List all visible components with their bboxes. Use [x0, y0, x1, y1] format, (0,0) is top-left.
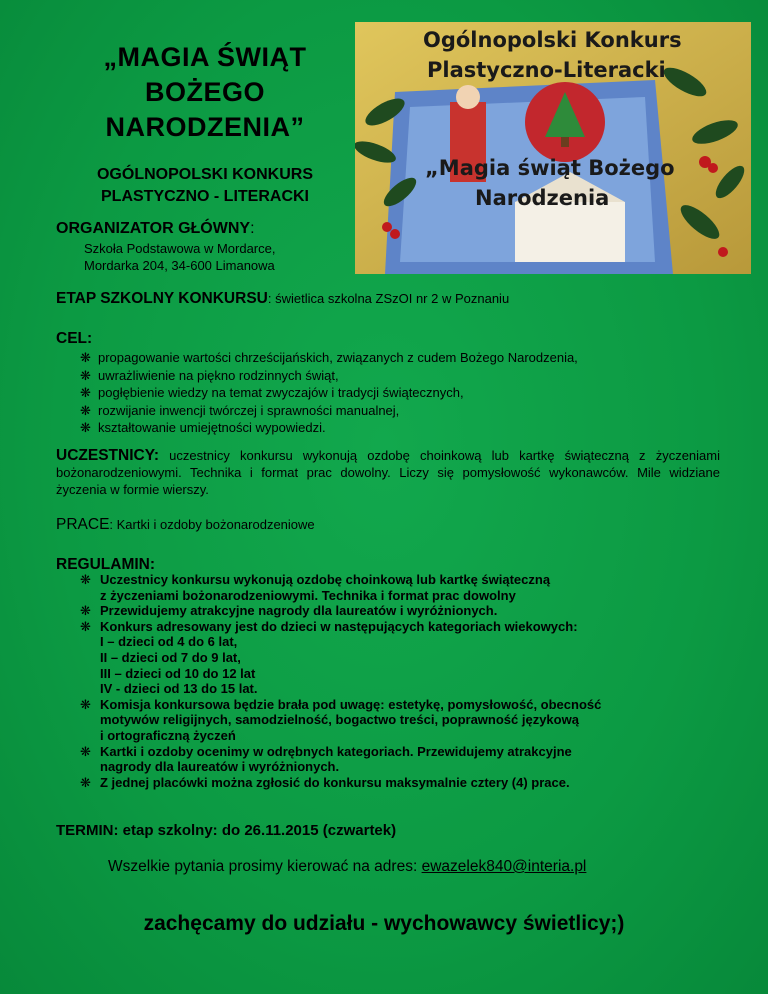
works-section — [56, 516, 315, 534]
bullet-icon: ❋ — [80, 402, 91, 418]
title-line: NARODZENIA” — [105, 112, 305, 142]
bullet-icon: ❋ — [80, 603, 91, 619]
bullet-icon: ❋ — [80, 385, 91, 401]
rule-line: Przewidujemy atrakcyjne nagrody dla laureatów i wyróżnionych. — [100, 603, 498, 619]
list-item — [80, 619, 601, 697]
list-item — [80, 775, 601, 791]
contest-subtitle — [55, 164, 355, 208]
participants-label: UCZESTNICY: — [56, 447, 160, 464]
list-item — [80, 419, 578, 437]
goals-heading: CEL: — [56, 330, 93, 347]
list-item — [80, 402, 578, 420]
deadline: TERMIN: etap szkolny: do 26.11.2015 (czwartek) — [56, 822, 397, 839]
contact-line — [108, 858, 586, 876]
participants-text: uczestnicy konkursu wykonują ozdobę choinkową lub kartkę świąteczną z życzeniami bożonarodzeniowymi. Technika i format prac dowolny. Liczy się pomysłowość wykonawców. Mile widziane życzenia w formie wierszy. — [56, 448, 720, 497]
list-item-text: uwrażliwienie na piękno rodzinnych świąt, — [98, 367, 339, 383]
participants-section — [56, 447, 720, 498]
subtitle-line: OGÓLNOPOLSKI KONKURS — [96, 166, 313, 183]
bullet-icon: ❋ — [80, 743, 91, 759]
list-item-text: pogłębienie wiedzy na temat zwyczajów i tradycji świątecznych, — [98, 385, 464, 401]
organizer-address — [84, 240, 275, 274]
works-label: PRACE — [56, 516, 110, 533]
rule-line: nagrody dla laureatów i wyróżnionych. — [100, 759, 340, 775]
title-line: BOŻEGO — [144, 77, 265, 107]
works-text: : Kartki i ozdoby bożonarodzeniowe — [109, 517, 315, 532]
poster-text-line: Ogólnopolski Konkurs — [423, 28, 682, 52]
bullet-icon: ❋ — [80, 367, 91, 383]
rule-line: Kartki i ozdoby ocenimy w odrębnych kategoriach. Przewidujemy atrakcyjne — [100, 743, 572, 759]
rule-line: Uczestnicy konkursu wykonują ozdobę choinkową lub kartkę świąteczną — [100, 572, 551, 587]
address-line: Szkoła Podstawowa w Mordarce, — [84, 241, 276, 256]
list-item — [80, 744, 601, 775]
list-item — [80, 367, 578, 385]
list-item — [80, 572, 601, 603]
rule-line: Komisja konkursowa będzie brała pod uwagę: estetykę, pomysłowość, obecność — [100, 696, 602, 712]
contact-email-link[interactable]: ewazelek840@interia.pl — [421, 858, 587, 875]
bullet-icon: ❋ — [80, 696, 91, 712]
bullet-icon: ❋ — [80, 572, 91, 587]
rule-line: I – dzieci od 4 do 6 lat, — [100, 634, 238, 650]
organizer-heading — [56, 220, 255, 238]
contact-text: Wszelkie pytania prosimy kierować na adres: — [108, 858, 422, 875]
list-item — [80, 603, 601, 619]
stage-text: : świetlica szkolna ZSzOI nr 2 w Poznaniu — [267, 291, 510, 306]
subtitle-line: PLASTYCZNO - LITERACKI — [101, 188, 309, 205]
poster-text-line: „Magia świąt Bożego — [425, 156, 675, 180]
rules-list — [80, 572, 601, 790]
list-item-text: propagowanie wartości chrześcijańskich, związanych z cudem Bożego Narodzenia, — [98, 350, 578, 365]
rules-heading: REGULAMIN: — [56, 556, 156, 573]
goals-list — [80, 349, 578, 437]
list-item — [80, 697, 601, 744]
list-item — [80, 384, 578, 402]
address-line: Mordarka 204, 34-600 Limanowa — [84, 258, 275, 273]
bullet-icon: ❋ — [80, 774, 91, 790]
rule-line: motywów religijnych, samodzielność, bogactwo treści, poprawność językową — [100, 712, 579, 728]
rule-line: II – dzieci od 7 do 9 lat, — [100, 649, 241, 665]
contest-title — [60, 40, 350, 145]
bullet-icon: ❋ — [80, 350, 91, 365]
rule-line: z życzeniami bożonarodzeniowymi. Technika i format prac dowolny — [100, 587, 516, 603]
bullet-icon: ❋ — [80, 618, 91, 634]
rule-line: i ortograficzną życzeń — [100, 727, 236, 743]
poster-text-line: Narodzenia — [475, 186, 610, 210]
bullet-icon: ❋ — [80, 420, 91, 436]
list-item — [80, 349, 578, 367]
rule-line: Z jednej placówki można zgłosić do konkursu maksymalnie cztery (4) prace. — [100, 774, 570, 790]
poster-image — [355, 22, 751, 274]
list-item-text: kształtowanie umiejętności wypowiedzi. — [98, 420, 326, 436]
title-line: „MAGIA ŚWIĄT — [103, 42, 307, 72]
organizer-label: ORGANIZATOR GŁÓWNY — [56, 220, 251, 237]
closing-invitation: zachęcamy do udziału - wychowawcy świetlicy;) — [143, 912, 625, 935]
rule-line: Konkurs adresowany jest do dzieci w następujących kategoriach wiekowych: — [100, 618, 578, 634]
school-stage — [56, 290, 509, 308]
organizer-colon: : — [250, 220, 255, 237]
list-item-text: rozwijanie inwencji twórczej i sprawności manualnej, — [98, 402, 400, 418]
poster-text-line: Plastyczno-Literacki — [427, 58, 666, 82]
rule-line: III – dzieci od 10 do 12 lat — [100, 665, 256, 681]
rule-line: IV - dzieci od 13 do 15 lat. — [100, 681, 258, 697]
stage-label: ETAP SZKOLNY KONKURSU — [56, 290, 268, 307]
